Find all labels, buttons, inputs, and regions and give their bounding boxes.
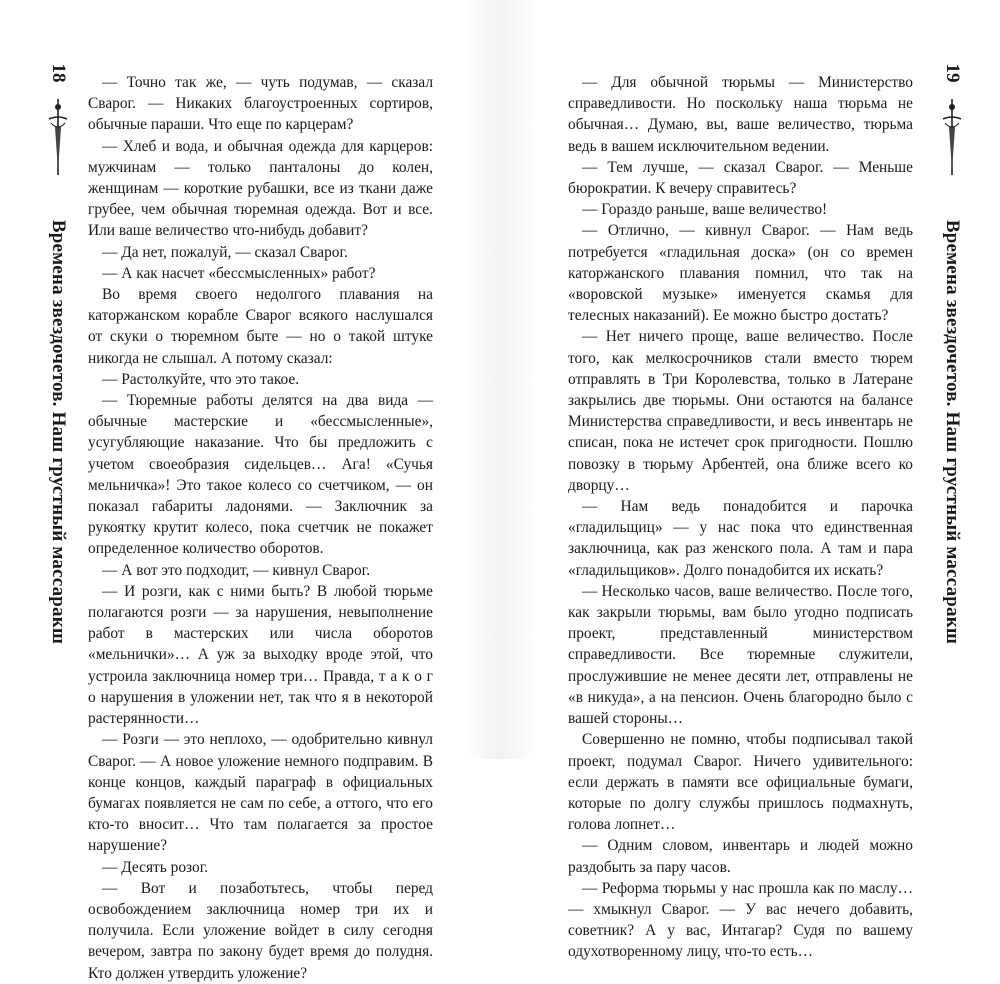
paragraph: — Да нет, пожалуй, — сказал Сварог. — [102, 243, 348, 261]
paragraph: Совершенно не помню, чтобы подписывал такой проект, подумал Сварог. Ничего удивительного: если держать в памяти все официальные бумаги, которые по долгу службы пришлось подмахнуть, голова лопнет… — [568, 731, 913, 834]
gutter-shadow — [500, 0, 540, 759]
paragraph: — Нам ведь понадобится и парочка «гладильщиц» — у нас пока что единственная заключница, как раз женского пола. А там и пара «гладильщиков». Долго понадобится их искать? — [568, 498, 913, 579]
paragraph: — А вот это подходит, — кивнул Сварог. — [102, 561, 371, 579]
paragraph: — Реформа тюрьмы у нас прошла как по маслу… — хмыкнул Сварог. — У вас нечего добавить, советник? А у вас, Интагар? Судя по вашему одухотворенному лицу, что-то есть… — [568, 879, 913, 961]
paragraph: — Нет ничего проще, ваше величество. После того, как мелкосрочников стали вместо тюрем отправлять в Три Королевства, только в Латеране закрылись две тюрьмы. Они остаются на балансе Министерства справедливости, и весь инвентарь не списан, пока не истечет срок пригодности. Пошлю повозку в тюрьму Арбентей, она ближе всего ко дворцу… — [568, 328, 913, 494]
paragraph: Во время своего недолгого плавания на каторжанском корабле Сварог всякого наслушался от скуки о тюремном быте — но о такой штуке никогда не слышал. А потому сказал: — [88, 286, 433, 367]
right-page — [500, 0, 1000, 961]
paragraph: — Отлично, — кивнул Сварог. — Нам ведь потребуется «гладильная доска» (он со времен каторжанского плавания помнил, что так на «воровской музыке» именуется скамья для телесных наказаний). Ее можно быстро достать? — [568, 222, 913, 325]
left-page-text — [88, 72, 433, 984]
right-running-head — [932, 42, 972, 742]
paragraph: — А как насчет «бессмысленных» работ? — [102, 264, 376, 282]
page-number: 18 — [48, 63, 69, 83]
left-running-head — [38, 42, 78, 742]
paragraph: — Одним словом, инвентарь и людей можно раздобыть за пару часов. — [568, 837, 913, 876]
paragraph: — Розги — это неплохо, — одобрительно кивнул Сварог. — А новое уложение немного подправим. В конце концов, каждый параграф в официальных бумагах появляется не сам по себе, а оттого, что его кто-то вносит… Что там полагается за простое нарушение? — [88, 731, 433, 855]
paragraph: — Гораздо раньше, ваше величество! — [582, 201, 828, 219]
right-page-text — [568, 72, 913, 963]
paragraph: — Тюремные работы делятся на два вида — обычные мастерские и «бессмысленные», усугубляющие наказание. Что бы предложить с учетом своеобразия сидельцев… Ага! «Сучья мельничка»! Это такое колесо со счетчиком, — он показал габариты ладонями. — Заключник за рукоятку крутит колесо, пока счетчик не покажет определенное количество оборотов. — [88, 392, 433, 558]
page-number: 19 — [942, 63, 963, 83]
sword-ornament-icon — [47, 97, 69, 177]
paragraph: — Растолкуйте, что это такое. — [102, 370, 300, 388]
paragraph: — Вот и позаботьтесь, чтобы перед освобождением заключница номер три их и получила. Если уложение войдет в силу сегодня вечером, завтра по закону будет время до полудня. Кто должен утвердить уложение? — [88, 879, 433, 982]
paragraph: — Хлеб и вода, и обычная одежда для карцеров: мужчинам — только панталоны до колен, женщинам — короткие рубашки, все из ткани даже грубее, чем обычная тюремная одежда. Вот и все. Или ваше величество что-нибудь добавит? — [88, 137, 433, 240]
paragraph: — Тем лучше, — сказал Сварог. — Меньше бюрократии. К вечеру справитесь? — [568, 158, 913, 198]
running-title: Времена звездочетов. Наш грустный массаракш — [48, 219, 69, 645]
paragraph: — Несколько часов, ваше величество. После того, как закрыли тюрьмы, вам было угодно подписать проект, представленный министерством справедливости. Все тюремные служители, прослужившие не менее десяти лет, отправлены не «в никуда», а на пенсион. Очень благородно было с вашей стороны… — [568, 582, 913, 728]
paragraph: — Для обычной тюрьмы — Министерство справедливости. Но поскольку наша тюрьма не обычная… Думаю, вы, ваше величество, тюрьма ведь в вашем исключительном ведении. — [568, 74, 913, 155]
paragraph: — И розги, как с ними быть? В любой тюрьме полагаются розги — за нарушения, невыполнение работ в мастерских или числа оборотов «мельнички»… А уж за выходку вроде этой, что устроила заключница номер три… Правда, т а к о г о нарушения в уложении нет, так что я в некоторой растерянности… — [88, 582, 433, 728]
paragraph: — Точно так же, — чуть подумав, — сказал Сварог. — Никаких благоустроенных сортиров, обычные параши. Что еще по карцерам? — [88, 74, 433, 134]
gutter-shadow — [460, 0, 500, 759]
sword-ornament-icon — [941, 97, 963, 177]
left-page — [0, 0, 500, 982]
paragraph: — Десять розог. — [102, 858, 209, 876]
running-title: Времена звездочетов. Наш грустный массаракш — [942, 219, 963, 645]
